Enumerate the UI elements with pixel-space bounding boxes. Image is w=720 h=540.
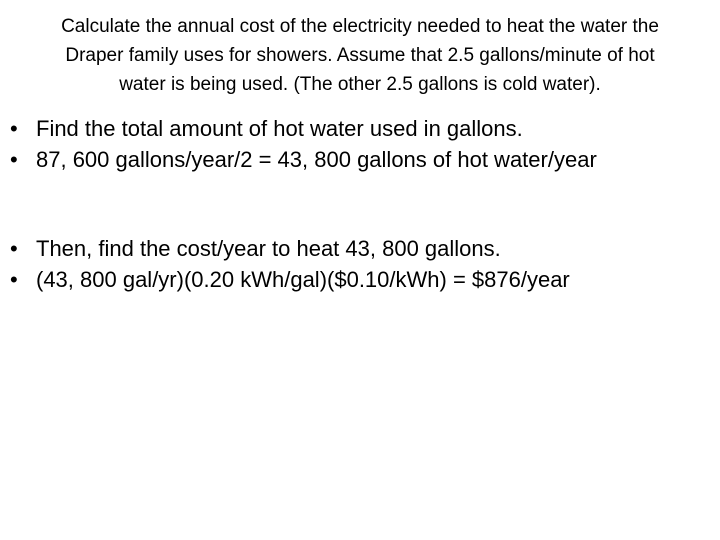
bullet-dot-icon: •: [10, 267, 18, 292]
problem-statement: [6, 12, 714, 99]
bullet-spacer: [10, 175, 715, 233]
problem-statement-line: Calculate the annual cost of the electricity needed to heat the water the: [61, 16, 659, 37]
problem-statement-line: Draper family uses for showers. Assume that 2.5 gallons/minute of hot: [65, 45, 655, 66]
bullet-text: 87, 600 gallons/year/2 = 43, 800 gallons of hot water/year: [36, 147, 597, 172]
problem-statement-line: water is being used. (The other 2.5 gallons is cold water).: [119, 74, 601, 95]
bullet-item: [10, 113, 715, 144]
bullet-item: [10, 233, 715, 264]
bullet-dot-icon: •: [10, 147, 18, 172]
solution-bullet-list: [10, 113, 715, 295]
bullet-text: Then, find the cost/year to heat 43, 800 gallons.: [36, 236, 501, 261]
bullet-dot-icon: •: [10, 116, 18, 141]
bullet-item: [10, 144, 715, 175]
bullet-text: Find the total amount of hot water used in gallons.: [36, 116, 523, 141]
bullet-item: [10, 264, 715, 295]
bullet-text: (43, 800 gal/yr)(0.20 kWh/gal)($0.10/kWh) = $876/year: [36, 267, 570, 292]
bullet-dot-icon: •: [10, 236, 18, 261]
